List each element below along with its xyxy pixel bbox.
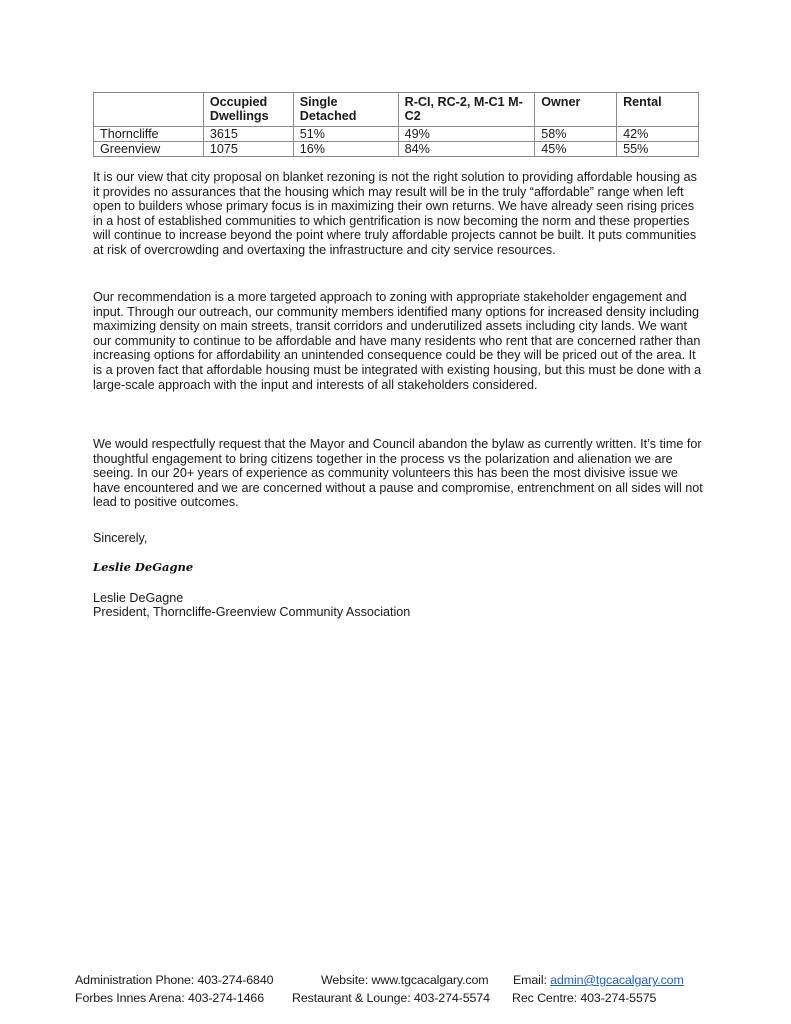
table-header-row: [94, 93, 699, 127]
email-info: [513, 971, 684, 989]
table-cell: 3615: [203, 127, 293, 142]
header-cell-owner: Owner: [535, 93, 617, 127]
signer-name: Leslie DeGagne: [93, 591, 184, 605]
body-paragraph: Our recommendation is a more targeted approach to zoning with appropriate stakeholder engagement and input. Through our outreach, our community members identified many options for increased density including maximizing density on main streets, transit corridors and underutilized assets including city lands. We want our community to continue to be affordable and have many residents who rent that are concerned rather than increasing options for affordability an unintended consequence could be they will be priced out of the area. It is a proven fact that affordable housing must be integrated with existing housing, but this must be done with a large-scale approach with the input and interests of all stakeholders considered.: [93, 290, 702, 392]
body-paragraph: We would respectfully request that the Mayor and Council abandon the bylaw as currently written. It’s time for thoughtful engagement to bring citizens together in the process vs the polarization and alienation we are seeing. In our 20+ years of experience as community volunteers this has been the most divisive issue we have encountered and we are concerned without a pause and compromise, entrenchment on all sides will not lead to positive outcomes.: [93, 437, 703, 510]
table-cell: Thorncliffe: [94, 127, 204, 142]
table-cell: 1075: [203, 142, 293, 157]
rec-centre-phone: Rec Centre: 403-274-5575: [512, 991, 657, 1005]
handwritten-signature: Leslie DeGagne: [93, 560, 194, 574]
website-text: Website: www.tgcacalgary.com: [321, 973, 489, 987]
admin-phone: Administration Phone: 403-274-6840: [75, 973, 274, 987]
email-label: Email:: [513, 973, 551, 987]
closing-salutation: Sincerely,: [93, 531, 148, 545]
header-cell-blank: [94, 93, 204, 127]
restaurant-phone: Restaurant & Lounge: 403-274-5574: [292, 991, 490, 1005]
header-cell-rental: Rental: [617, 93, 699, 127]
body-paragraph: It is our view that city proposal on blanket rezoning is not the right solution to providing affordable housing as it provides no assurances that the housing which may result will be in the truly “affordable” range when left open to builders whose primary focus is in maximizing their own returns. We have already seen rising prices in a host of established communities to which gentrification is now becoming the norm and these properties will continue to increase beyond the point where truly affordable projects cannot be built. It puts communities at risk of overcrowding and overtaxing the infrastructure and city service resources.: [93, 170, 697, 257]
table-cell: 42%: [617, 127, 699, 142]
table-cell: 16%: [293, 142, 398, 157]
letterhead-footer: [75, 971, 735, 1007]
footer-line-2: [75, 989, 735, 1007]
table-cell: 51%: [293, 127, 398, 142]
table-cell: 55%: [617, 142, 699, 157]
signer-title: President, Thorncliffe-Greenview Community Association: [93, 605, 411, 619]
table-cell: 84%: [398, 142, 535, 157]
table-cell: 49%: [398, 127, 535, 142]
community-stats-table: [93, 92, 699, 157]
table-cell: Greenview: [94, 142, 204, 157]
footer-line-1: [75, 971, 735, 989]
table-row: [94, 127, 699, 142]
header-cell-zoning: R-CI, RC-2, M-C1 M-C2: [398, 93, 535, 127]
arena-phone: Forbes Innes Arena: 403-274-1466: [75, 991, 264, 1005]
header-cell-single-detached: Single Detached: [293, 93, 398, 127]
table-row: [94, 142, 699, 157]
header-cell-occupied-dwellings: Occupied Dwellings: [203, 93, 293, 127]
email-link[interactable]: admin@tgcacalgary.com: [550, 973, 684, 987]
table-cell: 45%: [535, 142, 617, 157]
table-cell: 58%: [535, 127, 617, 142]
